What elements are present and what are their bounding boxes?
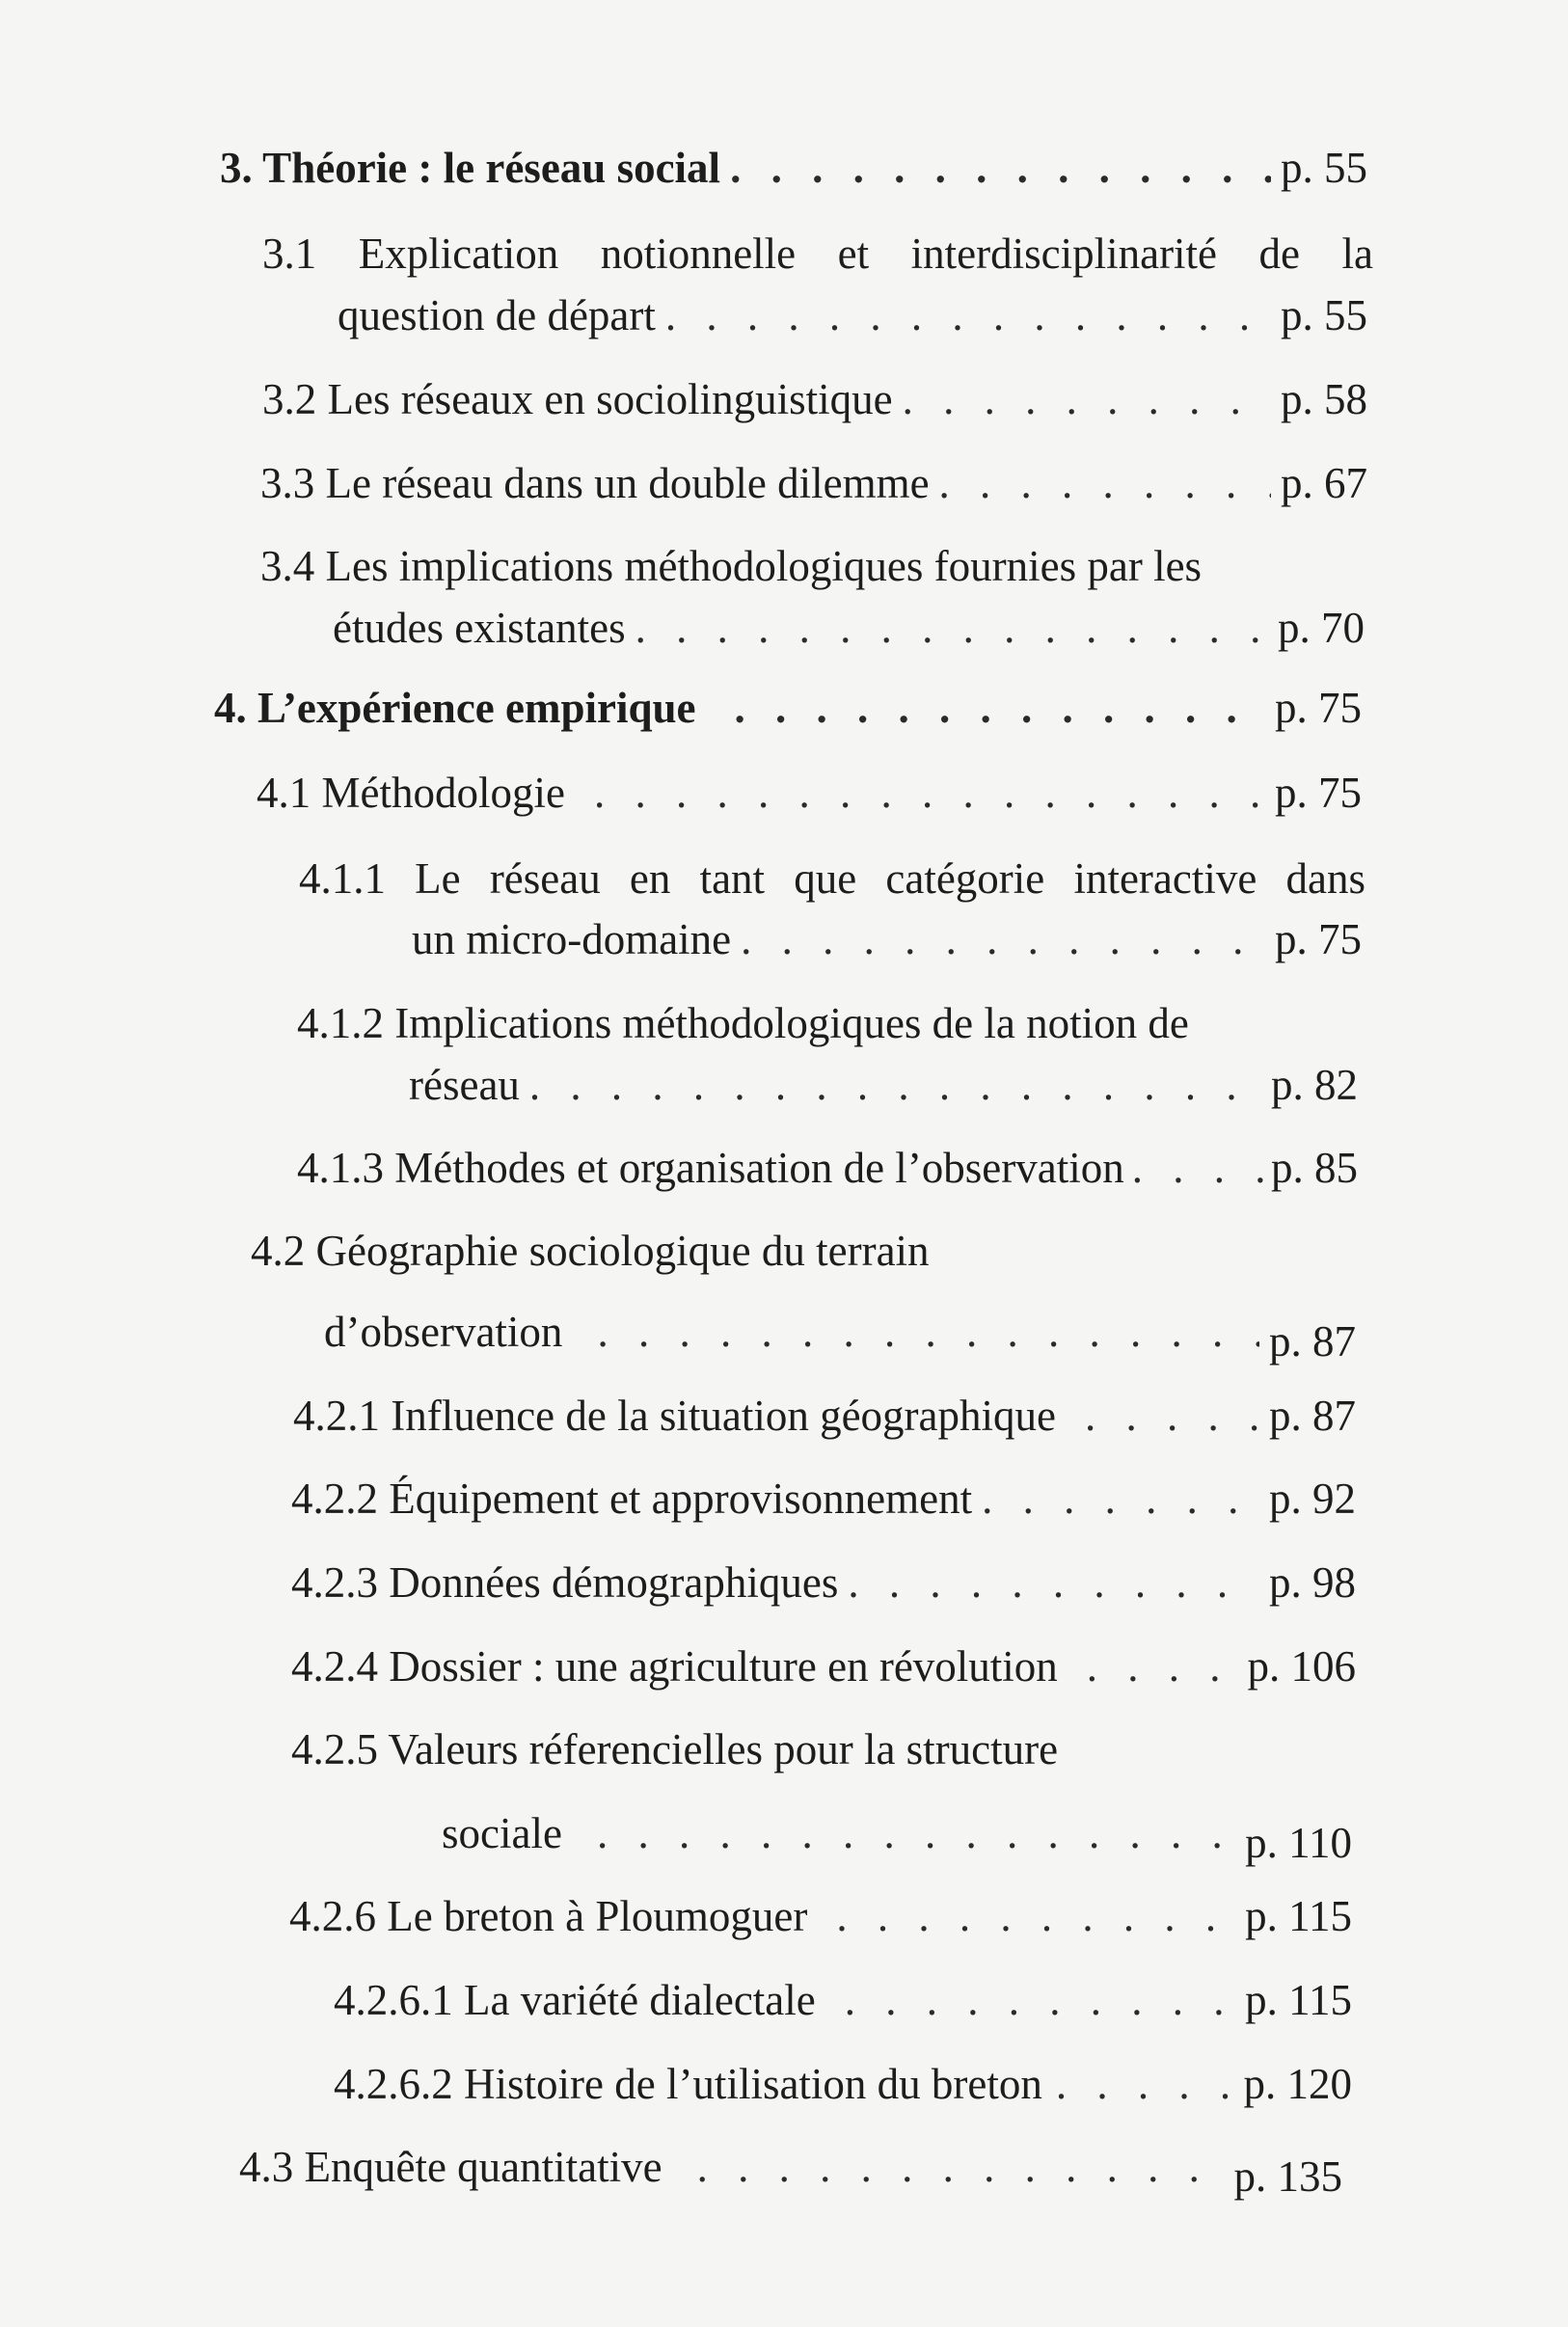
toc-page-ref: p. 75: [1275, 684, 1362, 732]
toc-page-ref: p. 135: [1233, 2152, 1342, 2201]
toc-page-ref: p. 70: [1278, 604, 1365, 652]
toc-label-line: 4.2 Géographie sociologique du terrain: [251, 1227, 930, 1275]
toc-entry-4-1-2: [297, 993, 1358, 1053]
toc-entry-3-1: [262, 224, 1373, 284]
toc-page-ref: p. 92: [1269, 1475, 1356, 1523]
toc-page-ref: p. 75: [1275, 915, 1362, 963]
toc-label: études existantes: [333, 604, 626, 652]
dot-leader: [1085, 1386, 1259, 1446]
dot-leader: [1132, 1138, 1265, 1198]
toc-page-ref: p. 120: [1243, 2060, 1352, 2108]
toc-entry-4-3: [239, 2137, 1342, 2201]
toc-page-ref: p. 55: [1281, 291, 1367, 339]
toc-label: 3. Théorie : le réseau social: [220, 144, 721, 192]
toc-entry-4-2-2: [291, 1469, 1356, 1529]
toc-entry-4-2: [251, 1221, 1311, 1281]
toc-entry-4-1-1-cont: [412, 909, 1362, 969]
dot-leader: [741, 909, 1265, 969]
toc-label-line: 3.1 Explication notionnelle et interdisciplinarité de la: [262, 230, 1373, 278]
toc-entry-3-1-cont: [338, 285, 1367, 345]
toc-entry-4-2-1: [293, 1386, 1356, 1446]
toc-entry-4-2-6-1: [334, 1970, 1352, 2030]
toc-entry-4-1: [257, 763, 1362, 823]
dot-leader: [1087, 1637, 1238, 1696]
toc-page-ref: p. 106: [1247, 1642, 1356, 1691]
toc-label: 4.2.6.1 La variété dialectale: [334, 1976, 816, 2024]
dot-leader: [845, 1970, 1235, 2030]
toc-page-ref: p. 87: [1269, 1317, 1356, 1366]
toc-page-ref: p. 98: [1269, 1558, 1356, 1607]
dot-leader: [982, 1469, 1259, 1529]
toc-label: 4.3 Enquête quantitative: [239, 2143, 662, 2191]
toc-entry-3-2: [262, 369, 1367, 429]
toc-label: 4.2.1 Influence de la situation géographique: [293, 1392, 1056, 1440]
toc-label: 4.2.2 Équipement et approvisonnement: [291, 1475, 973, 1523]
toc-label: question de départ: [338, 291, 656, 339]
toc-label: 4. L’expérience empirique: [214, 684, 696, 732]
toc-label: un micro-domaine: [412, 915, 732, 963]
toc-label-line: 4.1.2 Implications méthodologiques de la notion de: [297, 999, 1189, 1047]
dot-leader: [939, 453, 1271, 513]
toc-label-line: 4.1.1 Le réseau en tant que catégorie interactive dans: [299, 854, 1365, 903]
dot-leader: [597, 1803, 1235, 1863]
dot-leader: [730, 138, 1271, 198]
dot-leader: [665, 285, 1271, 345]
toc-label: 4.2.6 Le breton à Ploumoguer: [289, 1892, 808, 1940]
dot-leader: [635, 598, 1268, 658]
dot-leader: [529, 1055, 1261, 1115]
dot-leader: [594, 763, 1265, 823]
toc-page-ref: p. 55: [1281, 144, 1367, 192]
toc-page-ref: p. 115: [1245, 1976, 1352, 2024]
dot-leader: [735, 678, 1265, 738]
toc-label: 3.2 Les réseaux en sociolinguistique: [262, 375, 893, 423]
toc-page-ref: p. 58: [1281, 375, 1367, 423]
toc-label: 3.3 Le réseau dans un double dilemme: [260, 459, 930, 507]
toc-page-ref: p. 115: [1245, 1892, 1352, 1940]
toc-label: 4.1 Méthodologie: [257, 769, 565, 817]
toc-entry-4-2-3: [291, 1553, 1356, 1612]
toc-page-ref: p. 110: [1245, 1819, 1352, 1867]
toc-entry-4-1-1: [299, 849, 1365, 908]
toc-page-ref: p. 87: [1269, 1392, 1356, 1440]
toc-page-ref: p. 85: [1271, 1144, 1358, 1192]
toc-entry-3-4: [260, 536, 1321, 596]
dot-leader: [836, 1886, 1235, 1946]
dot-leader: [903, 369, 1271, 429]
toc-label: d’observation: [324, 1308, 563, 1356]
toc-page-ref: p. 67: [1281, 459, 1367, 507]
toc-entry-3-4-cont: [333, 598, 1365, 658]
toc-label: 4.2.3 Données démographiques: [291, 1558, 839, 1607]
dot-leader: [848, 1553, 1259, 1612]
toc-label: 4.2.6.2 Histoire de l’utilisation du breton: [334, 2060, 1042, 2108]
toc-label-line: 4.2.5 Valeurs réferencielles pour la structure: [291, 1725, 1059, 1773]
toc-page-ref: p. 75: [1275, 769, 1362, 817]
toc-entry-4-1-2-cont: [409, 1055, 1358, 1115]
dot-leader: [597, 1302, 1259, 1362]
dot-leader: [697, 2137, 1225, 2197]
toc-label: 4.2.4 Dossier : une agriculture en révolution: [291, 1642, 1058, 1691]
toc-entry-4-2-4: [291, 1637, 1356, 1696]
toc-label: réseau: [409, 1061, 520, 1109]
toc-entry-3: [220, 138, 1367, 198]
toc-label: 4.1.3 Méthodes et organisation de l’observation: [297, 1144, 1124, 1192]
toc-entry-4-2-6: [289, 1886, 1352, 1946]
toc-entry-4-2-cont: [324, 1302, 1356, 1366]
dot-leader: [1056, 2054, 1238, 2114]
toc-entry-4-1-3: [297, 1138, 1358, 1198]
toc-label-line: 3.4 Les implications méthodologiques fournies par les: [260, 542, 1203, 590]
toc-entry-4-2-5: [291, 1719, 1352, 1779]
toc-page-ref: p. 82: [1271, 1061, 1358, 1109]
toc-label: sociale: [442, 1809, 562, 1857]
toc-entry-4-2-5-cont: [442, 1803, 1352, 1867]
toc-entry-4: [214, 678, 1362, 738]
toc-entry-3-3: [260, 453, 1367, 513]
toc-entry-4-2-6-2: [334, 2054, 1352, 2114]
